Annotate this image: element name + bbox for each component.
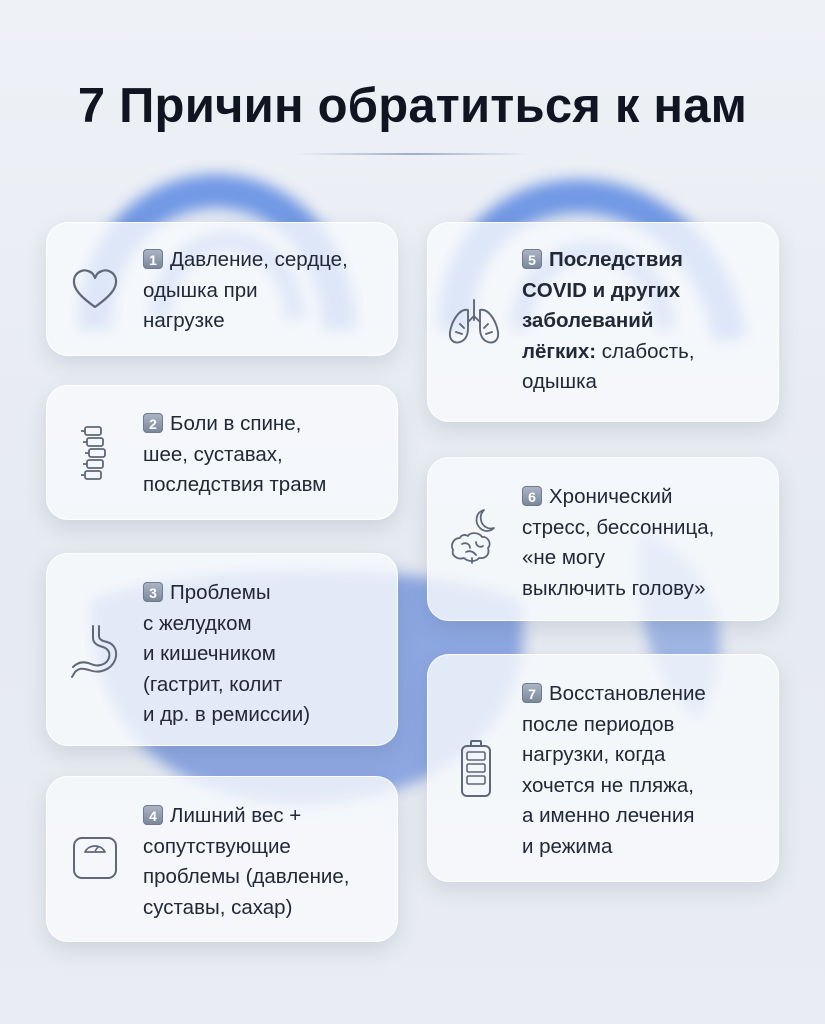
card-text-line: «не могу [522, 546, 606, 569]
card-text-line: выключить голову» [522, 576, 706, 600]
card-text-line: и др. в ремиссии) [143, 703, 311, 726]
reason-card-5 [427, 222, 779, 422]
card-text-line: с желудком [143, 611, 252, 635]
card-text-line: Давление, сердце, [170, 248, 348, 271]
number-badge: 2 [143, 413, 163, 433]
card-text-line: Восстановление [549, 682, 706, 705]
number-badge: 5 [522, 249, 542, 269]
card-text-line: нагрузке [143, 309, 225, 332]
card-text-line: нагрузки, когда [522, 743, 666, 766]
number-badge: 1 [143, 249, 163, 269]
card-text-line: хочется не пляжа, [522, 773, 694, 797]
number-badge: 6 [522, 486, 542, 506]
scale-icon [71, 835, 119, 881]
card-text-line: заболеваний [522, 309, 654, 332]
reason-card-1 [46, 222, 398, 356]
card-text-line: слабость, [596, 339, 695, 363]
heart-icon [71, 267, 119, 311]
reason-card-6 [427, 457, 779, 621]
card-text-line: стресс, бессонница, [522, 515, 715, 539]
reason-card-2 [46, 385, 398, 520]
card-text-line: Лишний вес + [170, 804, 302, 827]
card-text-line: одышка [522, 370, 597, 393]
card-text-line: Хронический [549, 485, 673, 508]
brain-moon-icon [446, 508, 502, 564]
card-text-line: Боли в спине, [170, 412, 302, 435]
card-text-line: а именно лечения [522, 804, 695, 827]
number-badge: 3 [143, 582, 163, 602]
card-text-line: и кишечником [143, 642, 276, 665]
card-text-line: (гастрит, колит [143, 672, 283, 696]
title-divider [298, 153, 528, 155]
card-text-line: Последствия [549, 248, 683, 271]
page-title: 7 Причин обратиться к нам [77, 79, 748, 133]
card-text-line: проблемы (давление, [143, 865, 350, 888]
stomach-icon [69, 624, 121, 680]
lungs-icon [446, 298, 502, 348]
card-text-line: лёгких: [522, 339, 597, 363]
card-text-line: после периодов [522, 712, 675, 736]
spine-icon [77, 424, 113, 484]
card-text-line: последствия травм [143, 473, 327, 496]
reason-card-4 [46, 776, 398, 942]
card-text-line: Проблемы [170, 581, 271, 604]
card-text-line: COVID и других [522, 278, 681, 302]
number-badge: 4 [143, 805, 163, 825]
card-text-line: и режима [522, 834, 613, 858]
card-text-line: суставы, сахар) [143, 895, 293, 919]
card-text-line: шее, суставах, [143, 442, 283, 466]
card-text-line: одышка при [143, 278, 258, 302]
number-badge: 7 [522, 683, 542, 703]
battery-icon [456, 739, 496, 799]
reason-card-7 [427, 654, 779, 882]
card-text-line: сопутствующие [143, 834, 291, 858]
reason-card-3 [46, 553, 398, 746]
